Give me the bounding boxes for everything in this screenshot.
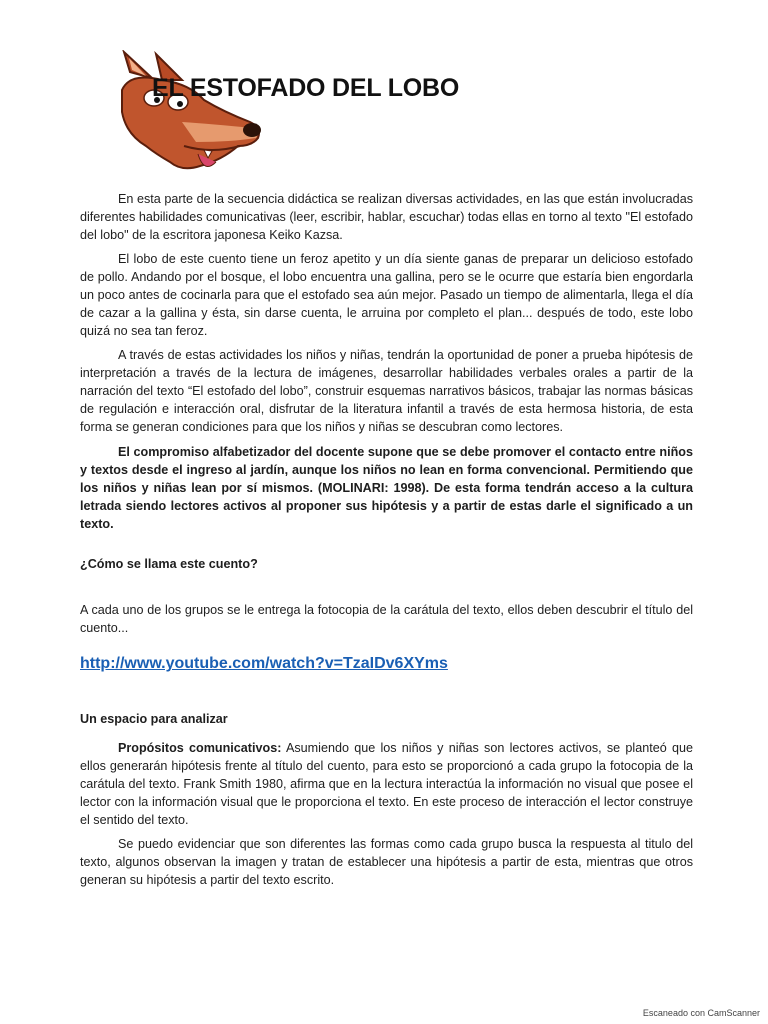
camscanner-footer: Escaneado con CamScanner (642, 1008, 760, 1018)
purposes-paragraph (80, 739, 693, 829)
commitment-paragraph: El compromiso alfabetizador del docente supone que se debe promover el contacto entre niños y textos desde el ingreso al jardín, aunque los niños no lean en forma convencional. Permitiendo que los niños y niñas lean por sí mismos. (MOLINARI: 1998). De esta forma tendrán acceso a la cultura letrada siendo lectores activos al proponer sus hipótesis y a partir de estas darle el significado a un texto. (80, 445, 693, 531)
analysis-heading: Un espacio para analizar (80, 712, 228, 726)
purposes-text: Asumiendo que los niños y niñas son lectores activos, se planteó que ellos generarán hipótesis frente al título del cuento, para esto se proporcionó a cada grupo la fotocopia de la carátula del texto. Frank Smith 1980, afirma que en la lectura interactúa la información no visual que posee el lector con la información visual que le proporciona el texto. En este proceso de interacción el lector construye el sentido del texto. (80, 741, 693, 827)
purposes-label: Propósitos comunicativos: (118, 741, 282, 755)
document-title: EL ESTOFADO DEL LOBO (152, 74, 460, 102)
wolf-head-icon (112, 50, 272, 180)
youtube-link[interactable]: http://www.youtube.com/watch?v=TzaIDv6XYms (80, 655, 448, 672)
closing-paragraph: Se puedo evidenciar que son diferentes las formas como cada grupo busca la respuesta al titulo del texto, algunos observan la imagen y tratan de establecer una hipótesis a partir de esta, mientras que otros generan su hipótesis a partir del texto escrito. (80, 837, 693, 887)
activities-paragraph: A través de estas actividades los niños y niñas, tendrán la oportunidad de poner a prueba hipótesis de interpretación a través de la lectura de imágenes, desarrollar habilidades verbales orales a partir de la narración del texto “El estofado del lobo”, construir esquemas narrativos básicos, trabajar las normas básicas de regulación e interacción oral, disfrutar de la literatura infantil a través de esta hermosa historia, de esta forma se generan condiciones para que los niños y niñas se descubran como lectores. (80, 348, 693, 434)
intro-paragraph: En esta parte de la secuencia didáctica se realizan diversas actividades, en las que están involucradas diferentes habilidades comunicativas (leer, escribir, hablar, escuchar) todas ellas en torno al texto "El estofado del lobo" de la escritora japonesa Keiko Kazsa. (80, 192, 693, 242)
story-summary-paragraph: El lobo de este cuento tiene un feroz apetito y un día siente ganas de preparar un delicioso estofado de pollo. Andando por el bosque, el lobo encuentra una gallina, pero se le ocurre que estaría bien engordarla un poco antes de cocinarla para que el estofado sea aún mejor. Pasado un tiempo de alimentarla, llega el día de cazar a la gallina y ésta, sin darse cuenta, le arruina por completo el plan... después de todo, este lobo quizá no sea tan feroz. (80, 252, 693, 338)
question-paragraph: A cada uno de los grupos se le entrega la fotocopia de la carátula del texto, ellos deben descubrir el título del cuento... (80, 603, 693, 635)
question-heading: ¿Cómo se llama este cuento? (80, 557, 258, 571)
